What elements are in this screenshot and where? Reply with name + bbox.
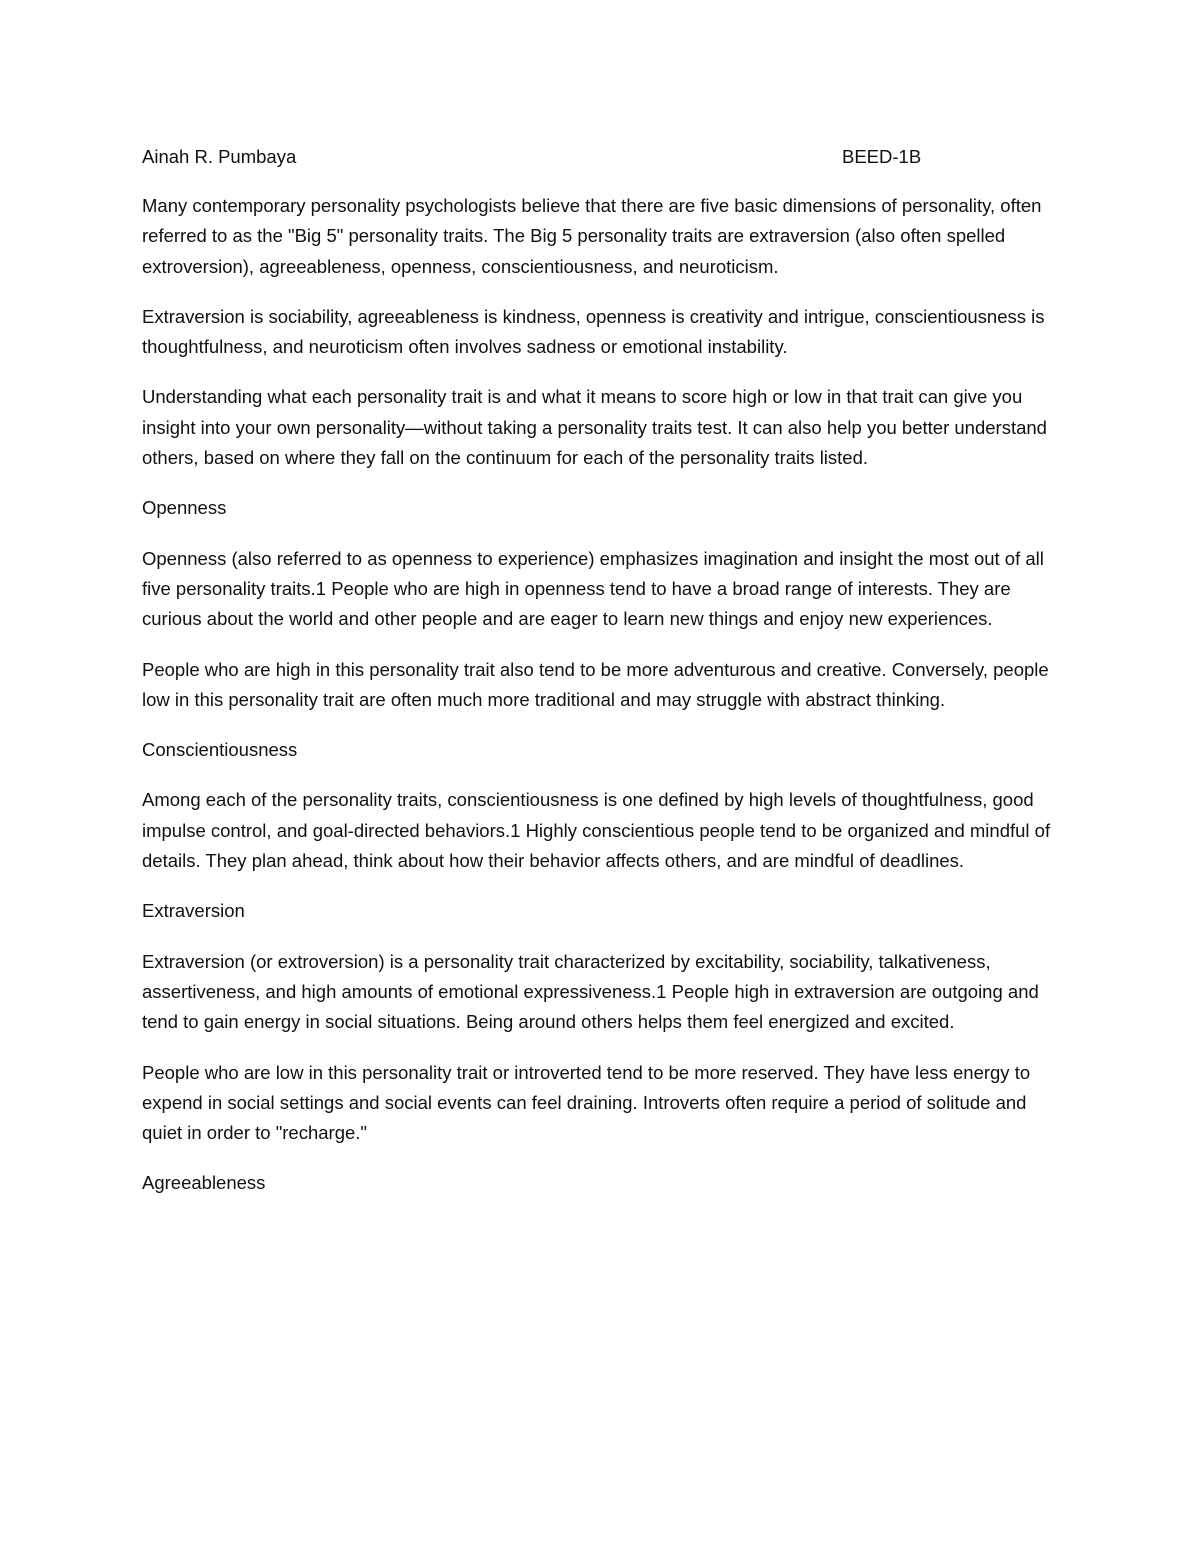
extraversion-paragraph-1: Extraversion (or extroversion) is a personality trait characterized by excitability, sociability, talkativeness, assertiveness, and high amounts of emotional expressiveness.1 People high in extraversion are outgoing and tend to gain energy in social situations. Being around others helps them feel energized and excited. [142,950,1039,1033]
openness-paragraph-1: Openness (also referred to as openness to experience) emphasizes imagination and insight the most out of all five personality traits.1 People who are high in openness tend to have a broad range of interests. They are curious about the world and other people and are eager to learn new things and enjoy new experiences. [142,547,1044,630]
intro-paragraph: Many contemporary personality psychologists believe that there are five basic dimensions of personality, often referred to as the "Big 5" personality traits. The Big 5 personality traits are extraversion (also often spelled extroversion), agreeableness, openness, conscientiousness, and neuroticism. [142,195,1042,277]
openness-paragraph-2: People who are high in this personality trait also tend to be more adventurous and creative. Conversely, people low in this personality trait are often much more traditional and may struggle with abstract thinking. [142,658,1049,710]
insight-paragraph: Understanding what each personality trait is and what it means to score high or low in that trait can give you insight into your own personality—without taking a personality traits test. It can also help you better understand others, based on where they fall on the continuum for each of the personality traits listed. [142,386,1047,469]
author-name: Ainah R. Pumbaya [142,146,297,167]
extraversion-paragraph-2: People who are low in this personality trait or introverted tend to be more reserved. They have less energy to expend in social settings and social events can feel draining. Introverts often require a period of solitude and quiet in order to "recharge." [142,1061,1031,1144]
section-heading-openness: Openness [142,497,227,519]
section-heading-conscientiousness: Conscientiousness [142,739,298,761]
section-code: BEED-1B [842,146,922,167]
conscientiousness-paragraph: Among each of the personality traits, conscientiousness is one defined by high levels of thoughtfulness, good impulse control, and goal-directed behaviors.1 Highly conscientious people tend to be organized and mindful of details. They plan ahead, think about how their behavior affects others, and are mindful of deadlines. [142,789,1051,872]
summary-paragraph: Extraversion is sociability, agreeableness is kindness, openness is creativity and intrigue, conscientiousness is thoughtfulness, and neuroticism often involves sadness or emotional instability. [142,305,1045,358]
document-header [142,143,1062,171]
section-heading-agreeableness: Agreeableness [142,1172,266,1194]
section-heading-extraversion: Extraversion [142,900,245,922]
document-body [142,191,1067,1219]
